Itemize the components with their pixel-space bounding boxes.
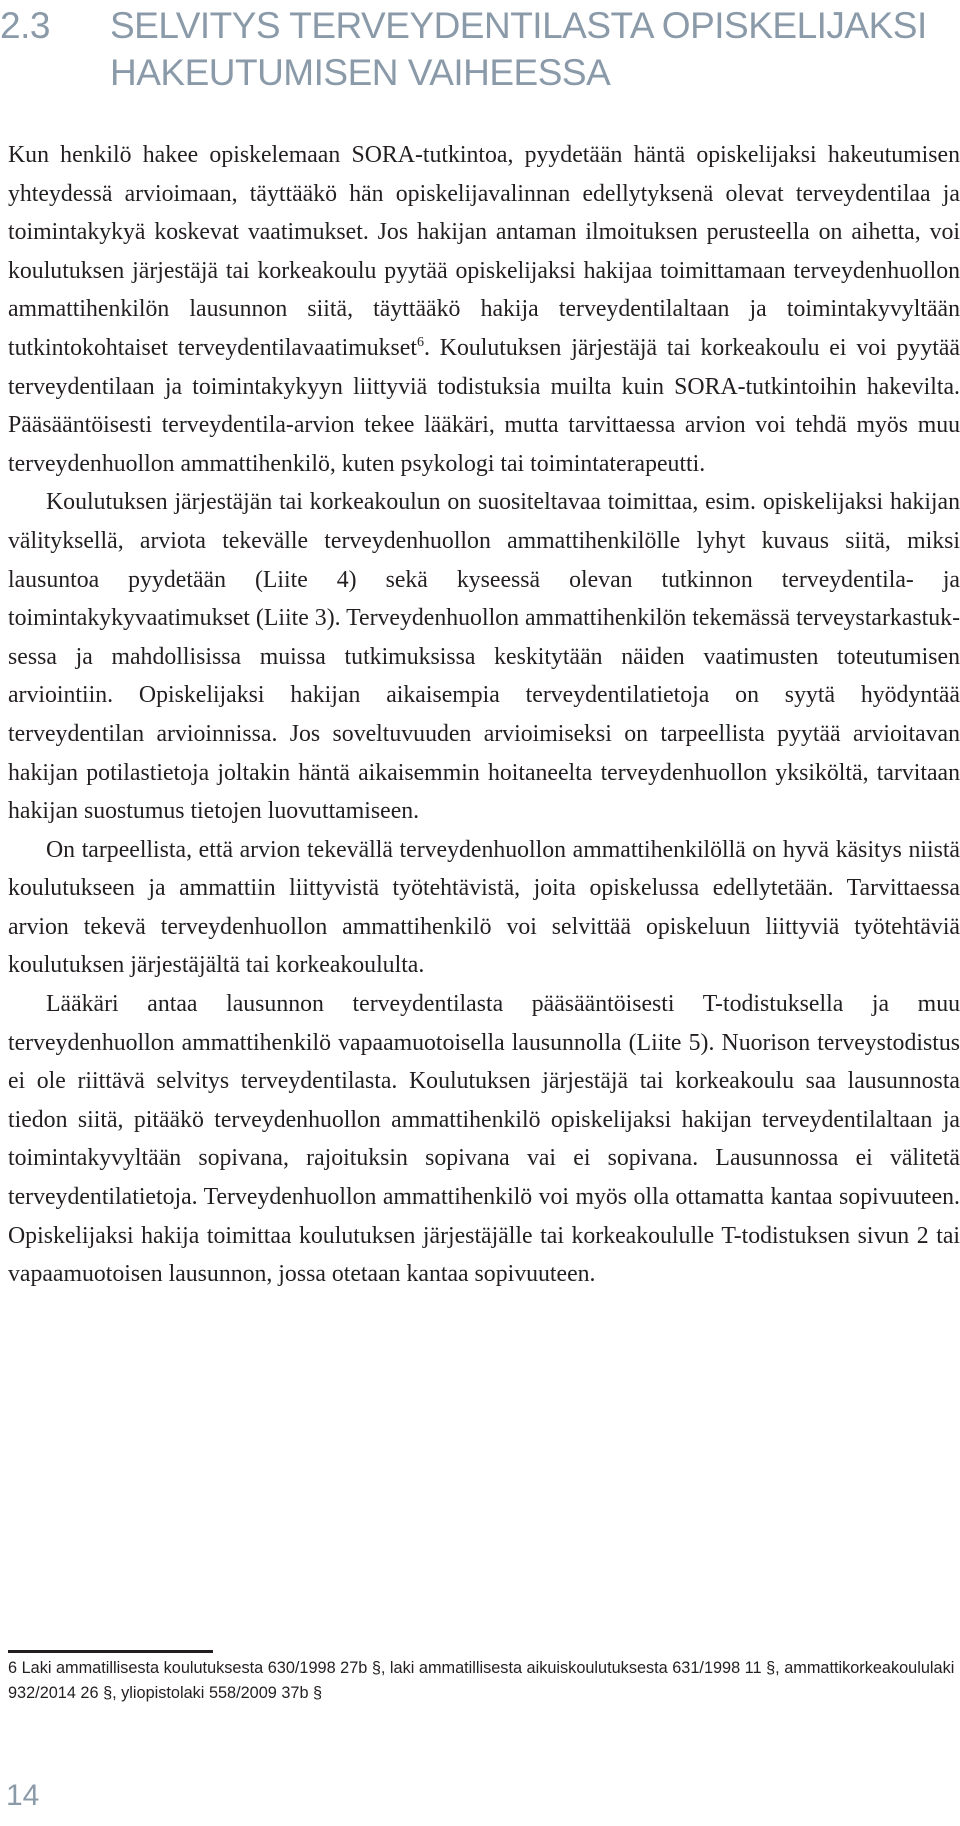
paragraph-2: Koulutuksen järjestäjän tai korkeakoulun on suositeltavaa toimittaa, esim. opiskelijaksi hakijan välityksellä, arviota tekevälle terveydenhuollon ammattihenkilölle lyhyt kuvaus siitä, miksi lausuntoa pyydetään (Liite 4) sekä kyseessä olevan tutkinnon terveydentila- ja toimintakykyvaatimukset (Liite 3). Terveydenhuollon ammattihenkilön tekemässä terveystarkastuksessa ja mahdollisissa muissa tutkimuksissa keskitytään näiden vaatimusten toteutumisen arviointiin. Opiskelijaksi hakijan aikaisempia terveydentilatietoja on syytä hyödyntää terveydentilan arvioinnissa. Jos soveltuvuuden arvioimiseksi on tarpeellista pyytää arvioitavan hakijan potilastietoja joltakin häntä aikaisemmin hoitaneelta terveydenhuollon yksiköltä, tarvitaan hakijan suostumus tietojen luovuttamiseen. bbox=[8, 489, 960, 825]
footnote: 6 Laki ammatillisesta koulutuksesta 630/1998 27b §, laki ammatillisesta aikuiskoulutuksesta 631/1998 11 §, ammattikorkeakoululaki 932/2014 26 §, yliopistolaki 558/2009 37b § bbox=[8, 1659, 955, 1702]
page-number: 14 bbox=[6, 1779, 40, 1812]
body-text bbox=[8, 136, 960, 1294]
footnote-ref[interactable]: 6 bbox=[416, 335, 424, 351]
footnote-divider bbox=[8, 1650, 213, 1653]
section-number: 2.3 bbox=[0, 5, 50, 46]
section-title: SELVITYS TERVEYDENTILASTA OPISKELIJAKSI HAKEUTUMISEN VAIHEESSA bbox=[110, 5, 927, 93]
paragraph-1-part-1: Kun henkilö hakee opiskelemaan SORA-tutkintoa, pyydetään häntä opiskelijaksi hakeutumisen yhteydessä arvioimaan, täyttääkö hän opiskelijavalinnan edellytyksenä olevat terveydentilaa ja toimintakykyä koskevat vaatimukset. Jos hakijan antaman ilmoituksen perusteella on aihetta, voi koulutuksen järjestäjä tai korkeakoulu pyytää opiskelijaksi hakijaa toimittamaan terveydenhuollon ammattihenkilön lausunnon siitä, täyttääkö hakija terveydentilaltaan ja toimintakyvyltään tutkintokohtaiset terveydentilavaatimukset bbox=[8, 142, 960, 361]
paragraph-1-part-2: . Koulutuksen järjestäjä tai korkeakoulu ei voi pyytää terveydentilaan ja toimintakykyyn liittyviä todistuksia muilta kuin SORA-tutkintoihin hakevilta. Pääsääntöisesti terveydentila-arvion tekee lääkäri, mutta tarvittaessa arvion voi tehdä myös muu terveydenhuollon ammattihenkilö, kuten psykologi tai toimintaterapeutti. bbox=[8, 334, 960, 477]
paragraph-4: Lääkäri antaa lausunnon terveydentilasta pääsääntöisesti T-todistuksella ja muu terveydenhuollon ammattihenkilö vapaamuotoisella lausunnolla (Liite 5). Nuorison terveystodistus ei ole riittävä selvitys terveydentilasta. Koulutuksen järjestäjä tai korkeakoulu saa lausunnosta tiedon siitä, pitääkö terveydenhuollon ammattihenkilö opiskelijaksi hakijan terveydentilaltaan ja toimintakyvyltään sopivana, rajoituksin sopivana vai ei sopivana. Lausunnossa ei välitetä terveydentilatietoja. Terveydenhuollon ammattihenkilö voi myös olla ottamatta kantaa sopivuuteen. Opiskelijaksi hakija toimittaa koulutuksen järjestäjälle tai korkeakoululle T-todistuksen sivun 2 tai vapaamuotoisen lausunnon, jossa otetaan kantaa sopivuuteen. bbox=[8, 991, 960, 1288]
paragraph-1 bbox=[8, 136, 960, 483]
paragraph-3: On tarpeellista, että arvion tekevällä terveydenhuollon ammattihenkilöllä on hyvä käsitys niistä koulutukseen ja ammattiin liittyvistä työtehtävistä, joita opiskelussa edellytetään. Tarvittaessa arvion tekevä terveydenhuollon ammattihenkilö voi selvittää opiskeluun liittyviä työtehtäviä koulutuksen järjestäjältä tai korkeakoululta. bbox=[8, 836, 960, 979]
